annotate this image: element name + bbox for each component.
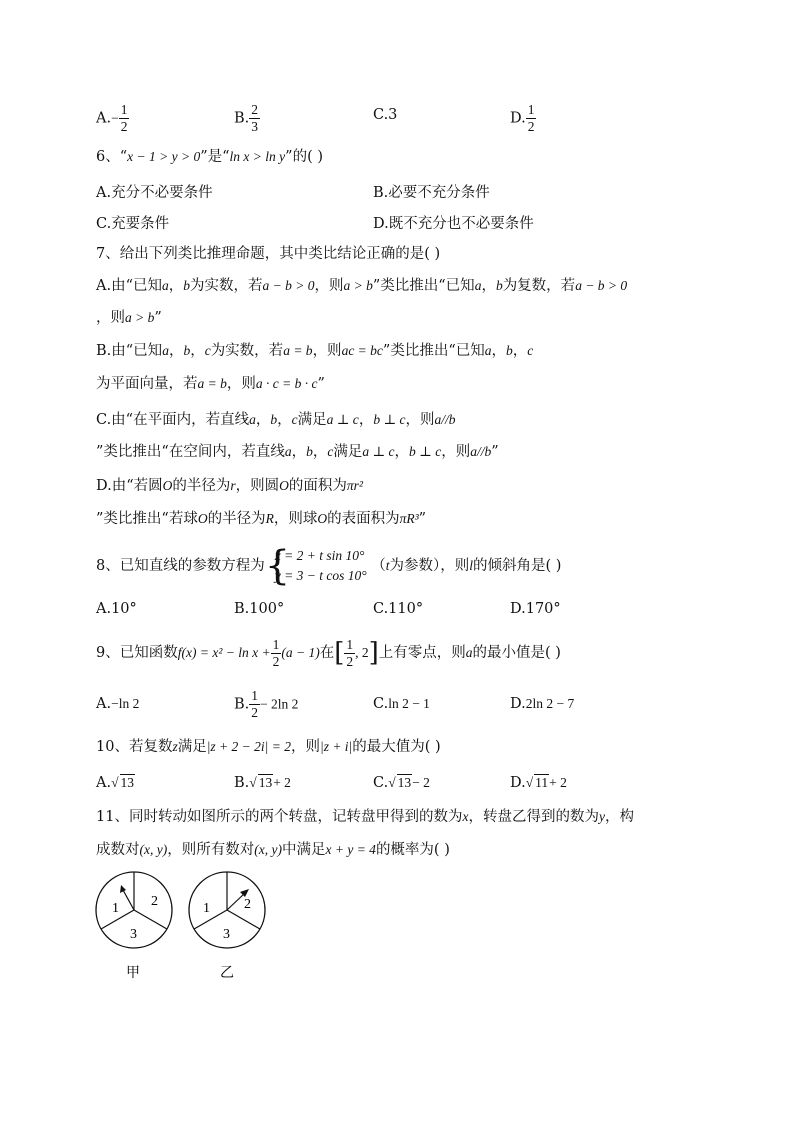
math: f(x) = x² − ln x + [177,645,271,660]
text: ” [317,376,325,392]
radicand: 11 [535,775,549,790]
option-label: A. [96,775,112,791]
vector-a: a [484,343,492,358]
math: R [265,511,274,526]
text: 的最小值是( ) [472,645,561,661]
q7-option-d-line1 [96,476,363,496]
math: a [162,343,169,358]
q5-option-d [510,102,536,135]
q7-option-a-line1 [96,276,627,296]
q5-option-c: C.3 [373,107,398,123]
q6-option-a: A.充分不必要条件 [96,185,213,201]
q11-stem-line1 [96,807,634,827]
math: y [598,809,605,824]
divider [134,910,167,929]
sector-label-1: 1 [203,901,210,916]
option-label: B. [234,110,250,127]
denominator: 2 [527,119,535,134]
q11-stem-line2 [96,840,450,860]
q9-option-c [373,696,430,712]
math: b ⊥ c [409,444,442,459]
math: a > b [343,278,373,293]
denominator: 3 [251,119,259,134]
numerator: 1 [346,636,354,652]
text: B.由“已知 [96,343,163,359]
numerator: 1 [251,688,259,703]
q9-stem [96,636,561,670]
parametric-system [264,543,367,589]
sector-label-2: 2 [151,894,158,909]
sqrt-sign: √ [249,775,257,790]
math: b ⊥ c [373,412,406,427]
q7-option-c-line1 [96,410,456,430]
vector-b: b [505,343,513,358]
sqrt-sign: √ [388,775,396,790]
text: ，则 [226,376,256,392]
vector-c: c [527,343,534,358]
option-label: C. [373,775,389,791]
text: 为平面向量，若 [96,376,198,392]
text: ， [394,444,410,460]
numerator: 1 [120,102,128,117]
math: + 2 [273,775,291,790]
divider [227,910,260,929]
math: a = b [283,343,313,358]
q8-stem [96,543,562,589]
text: ， [168,343,184,359]
text: ” [418,511,427,527]
fraction [119,102,130,135]
option-label: B. [234,696,250,713]
text: （ [371,558,386,574]
text: 成数对 [96,842,140,858]
math: c [327,444,334,459]
math: b [495,278,503,293]
text: ， [277,412,292,428]
math: πR³ [399,511,419,526]
spinner-wheel-jia [96,872,172,981]
text: 上有零点，则 [378,645,466,661]
q8-option-d: D.170° [510,601,561,617]
text: 中满足 [281,842,326,858]
text: 8、已知直线的参数方程为 [96,558,265,574]
q7-option-c-line2 [96,442,499,462]
equation-1: x = 2 + t sin 10° [274,548,365,563]
option-label: D. [510,696,526,712]
math: b [270,412,278,427]
option-label: A. [96,110,112,127]
math: ln x > ln y [229,149,286,164]
text: ”类比推出“已知 [372,278,475,294]
math: a [162,278,169,293]
math: b [306,444,313,459]
pointer-arrowhead-icon [120,885,126,893]
math: b [183,278,190,293]
math: O [162,478,173,493]
spinner-wheel-yi [189,872,265,981]
text: ，转盘乙得到的数为 [468,809,599,825]
text: ，则圆 [235,478,280,494]
text: ， [358,412,374,428]
fraction [249,102,260,135]
denominator: 2 [346,653,354,669]
math: a [474,278,482,293]
text: 的倾斜角是( ) [472,558,562,574]
text: 9、已知函数 [96,645,178,661]
math: (x, y) [139,842,168,857]
option-label: C. [373,696,389,712]
text: ” [154,310,162,326]
text: ，则 [314,278,344,294]
math: a ⊥ c [326,412,359,427]
math: x [462,809,469,824]
q10-option-b [234,774,291,791]
math: a − b > 0 [575,278,628,293]
text: ”类比推出“已知 [382,343,485,359]
text: ，则 [290,739,320,755]
text: ， [491,343,506,359]
text: ，则 [441,444,471,460]
minus-sign: − [111,110,119,126]
sector-label-3: 3 [223,927,230,942]
denominator: 2 [251,705,259,720]
option-label: D. [510,110,526,127]
text: 满足 [333,444,363,460]
equation-2: y = 3 − t cos 10° [274,568,367,583]
sector-label-3: 3 [130,927,137,942]
numerator: 2 [251,102,259,117]
fraction [249,688,260,721]
q10-stem [96,737,441,757]
q6-option-d: D.既不充分也不必要条件 [373,216,534,232]
left-bracket: [ [334,638,345,668]
text: 的面积为 [288,478,347,494]
math: a ⊥ c [362,444,395,459]
text: 的半径为 [207,511,266,527]
pointer-arrow-icon [227,893,245,910]
radicand: 13 [258,775,273,790]
sector-label-1: 1 [112,901,119,916]
q8-option-c: C.110° [373,601,424,617]
math: + 2 [549,775,567,790]
q10-option-a [96,774,135,791]
q6-option-b: B.必要不充分条件 [373,185,490,201]
q9-option-d [510,696,574,712]
text: ， [190,343,205,359]
fraction [271,637,282,670]
wheel-caption-yi: 乙 [220,966,234,981]
text: ， [255,412,271,428]
text: 的表面积为 [327,511,400,527]
text: 的半径为 [172,478,231,494]
text: 为复数，若 [502,278,576,294]
right-bracket: ] [368,638,379,668]
math: |z + i| [319,739,353,754]
math: a > b [125,310,155,325]
text: ，则球 [273,511,318,527]
math: ln 2 − 1 [388,696,430,711]
math: a [249,412,256,427]
q5-option-b [234,102,260,135]
text: 在 [319,645,335,661]
text: 的概率为( ) [375,842,450,858]
fraction [344,637,355,670]
q5-option-a [96,102,129,135]
math: a − b > 0 [262,278,315,293]
text: ， [168,278,184,294]
math: a//b [470,444,492,459]
text: ，则 [312,343,342,359]
math: −ln 2 [111,696,140,711]
math: (x, y) [254,842,282,857]
text: ”是“ [200,149,230,165]
math: O [317,511,328,526]
math: a · c = b · c [255,376,318,391]
q7-option-a-line2 [96,308,162,328]
text: ，则 [405,412,435,428]
numerator: 1 [272,636,280,652]
text: ，构 [604,809,634,825]
math: (a − 1) [281,645,320,660]
math: c [291,412,298,427]
math: a//b [434,412,456,427]
math: |z + 2 − 2i| = 2 [206,739,291,754]
sector-label-2: 2 [244,897,251,912]
sqrt-sign: √ [525,775,534,790]
text: 的最大值为( ) [352,739,441,755]
math: x − 1 > y > 0 [127,149,201,164]
text: 为实数，若 [190,278,263,294]
text: A.由“已知 [96,278,162,294]
math: ac = bc [341,343,383,358]
text: 10、若复数 [96,739,173,755]
text: D.由“若圆 [96,478,163,494]
math: , 2 [355,645,369,660]
text: ，则所有数对 [167,842,255,858]
text: 6、“ [96,149,128,165]
text: ”类比推出“若球 [96,511,198,527]
text: ，则 [96,310,125,326]
q9-option-a [96,696,139,712]
q6-option-c: C.充要条件 [96,216,170,232]
text: ”类比推出“在空间内，若直线 [96,444,285,460]
text: 为参数），则 [389,558,470,574]
brace-glyph: { [264,543,291,589]
wheel-caption-jia: 甲 [126,966,140,981]
math: a [465,645,473,660]
math: πr² [346,478,363,493]
radicand: 13 [397,775,412,790]
math: b [183,343,191,358]
math: c [204,343,211,358]
q10-option-d [510,774,567,791]
q9-option-b [234,688,298,721]
math: O [197,511,208,526]
math: O [279,478,289,493]
math: − 2 [412,775,430,790]
text: ， [481,278,496,294]
fraction [526,102,537,135]
q7-option-d-line2 [96,509,426,529]
text: 为实数，若 [210,343,284,359]
q8-option-b: B.100° [234,601,285,617]
sqrt-sign: √ [111,775,119,790]
denominator: 2 [120,119,128,134]
q8-option-a: A.10° [96,601,137,617]
text: ， [512,343,528,359]
q7-option-b-line1 [96,341,533,361]
math: l [469,558,473,573]
text: ”的( ) [285,149,323,165]
denominator: 2 [272,653,280,669]
option-label: A. [96,696,112,712]
q10-option-c [373,774,430,791]
text: ， [291,444,307,460]
q6-stem [96,147,323,167]
text: ， [312,444,328,460]
text: 满足 [297,412,327,428]
math: a [284,444,292,459]
math: t [385,558,390,573]
math: 2ln 2 − 7 [525,696,575,711]
text: C.由“在平面内，若直线 [96,412,250,428]
q7-option-b-line2 [96,374,325,394]
radicand: 13 [120,775,135,790]
text: 满足 [177,739,207,755]
text: 11、同时转动如图所示的两个转盘，记转盘甲得到的数为 [96,809,463,825]
pointer-arrow-icon [123,890,134,910]
math: x + y = 4 [325,842,376,857]
math: a = b [197,376,227,391]
q7-stem: 7、给出下列类比推理命题，其中类比结论正确的是( ) [96,246,441,262]
math: z [172,739,178,754]
math: − 2ln 2 [260,696,299,712]
spinner-figure [94,870,274,985]
option-label: B. [234,775,250,791]
option-label: D. [510,775,526,791]
math: r [230,478,236,493]
numerator: 1 [527,102,535,117]
text: ” [491,444,499,460]
